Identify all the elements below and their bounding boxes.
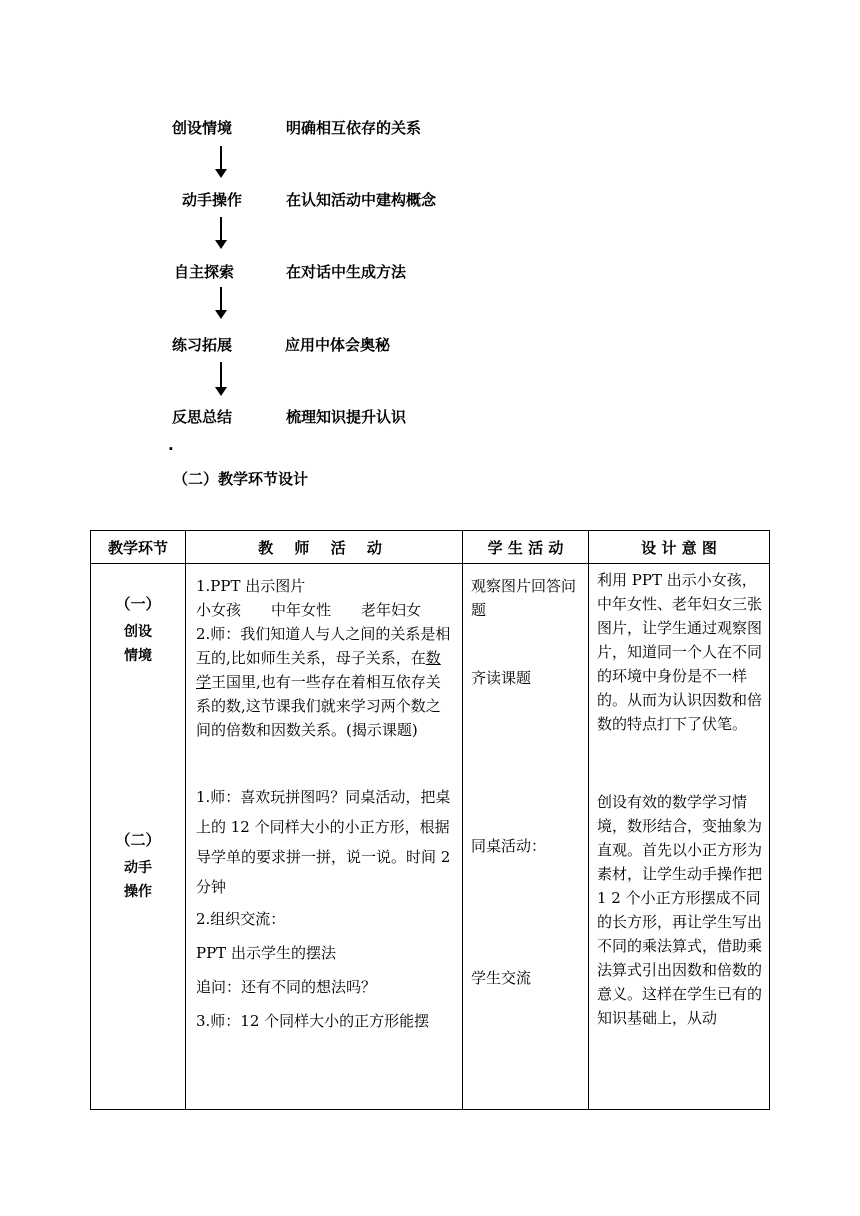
teacher-line: 1.PPT 出示图片 [196,577,306,595]
header-student: 学 生 活 动 [463,531,589,564]
stage-name-2b: 操作 [124,884,152,900]
teacher-activity-cell [186,564,463,1110]
stray-dot: . [168,436,174,454]
design-intent-cell [589,564,770,1110]
flow-step-label: 自主探索 [174,263,235,281]
section-title: （二）教学环节设计 [173,470,309,488]
flow-arrow [220,146,222,176]
teacher-paragraph: 1.师：喜欢玩拼图吗？同桌活动，把桌上的 12 个同样大小的小正方形，根据导学单的要求拼一拼，说一说。时间 2 分钟 [196,788,451,896]
stage-number-1: （一） [115,595,161,613]
student-line: 同桌活动： [471,837,547,855]
student-line: 齐读课题 [471,669,532,687]
underlined-word: 数学 [196,649,441,691]
flow-step-desc: 明确相互依存的关系 [286,119,422,137]
teacher-line: 2.组织交流： [196,910,286,928]
stage-cell [91,564,186,1110]
table-header-row [91,531,770,564]
teacher-text: 王国里,也有一些存在着相互依存关系的数,这节课我们就来学习两个数之间的倍数和因数关系。(揭示课题) [196,673,441,739]
flow-arrow [220,287,222,317]
stage-number-2: （二） [115,831,161,849]
teaching-design-table [90,530,770,1110]
flow-step-desc: 梳理知识提升认识 [286,408,407,426]
teacher-text: 2.师：我们知道人与人之间的关系是相互的,比如师生关系，母子关系，在 [196,625,451,667]
student-line: 学生交流 [471,969,532,987]
flow-step-label: 动手操作 [182,191,243,209]
header-teacher: 教 师 活 动 [186,531,463,564]
teacher-line: 3.师：12 个同样大小的正方形能摆 [196,1012,430,1030]
stage-name-1a: 创设 [124,624,152,640]
flow-step-desc: 在认知活动中建构概念 [286,191,437,209]
student-line: 观察图片回答问题 [471,577,577,619]
flow-arrow [220,217,222,247]
stage-name-2a: 动手 [124,860,152,876]
stage-name-1b: 情境 [124,648,152,664]
intent-paragraph: 创设有效的数学学习情境，数形结合，变抽象为直观。首先以小正方形为素材，让学生动手操作把 1 2 个小正方形摆成不同的长方形，再让学生写出不同的乘法算式，借助乘法算式引出因数和倍数的意义。这样在学生已有的知识基础上，从动 [597,793,763,1027]
flow-step-label: 反思总结 [172,408,233,426]
teacher-line: 追问：还有不同的想法吗？ [196,978,377,996]
header-intent: 设 计 意 图 [589,531,770,564]
flow-step-desc: 在对话中生成方法 [286,263,407,281]
teacher-line: PPT 出示学生的摆法 [196,944,336,962]
flow-arrow [220,362,222,394]
teacher-paragraph [196,622,454,742]
intent-paragraph: 利用 PPT 出示小女孩，中年女性、老年妇女三张图片，让学生通过观察图片，知道同一个人在不同的环境中身份是不一样的。从而为认识因数和倍数的特点打下了伏笔。 [597,571,763,733]
flow-step-label: 练习拓展 [172,336,233,354]
flow-step-desc: 应用中体会奥秘 [285,336,391,354]
table-row [91,564,770,1110]
teacher-line: 小女孩 中年女性 老年妇女 [196,601,422,619]
student-activity-cell [463,564,589,1110]
flow-step-label: 创设情境 [172,119,233,137]
header-stage: 教学环节 [91,531,186,564]
